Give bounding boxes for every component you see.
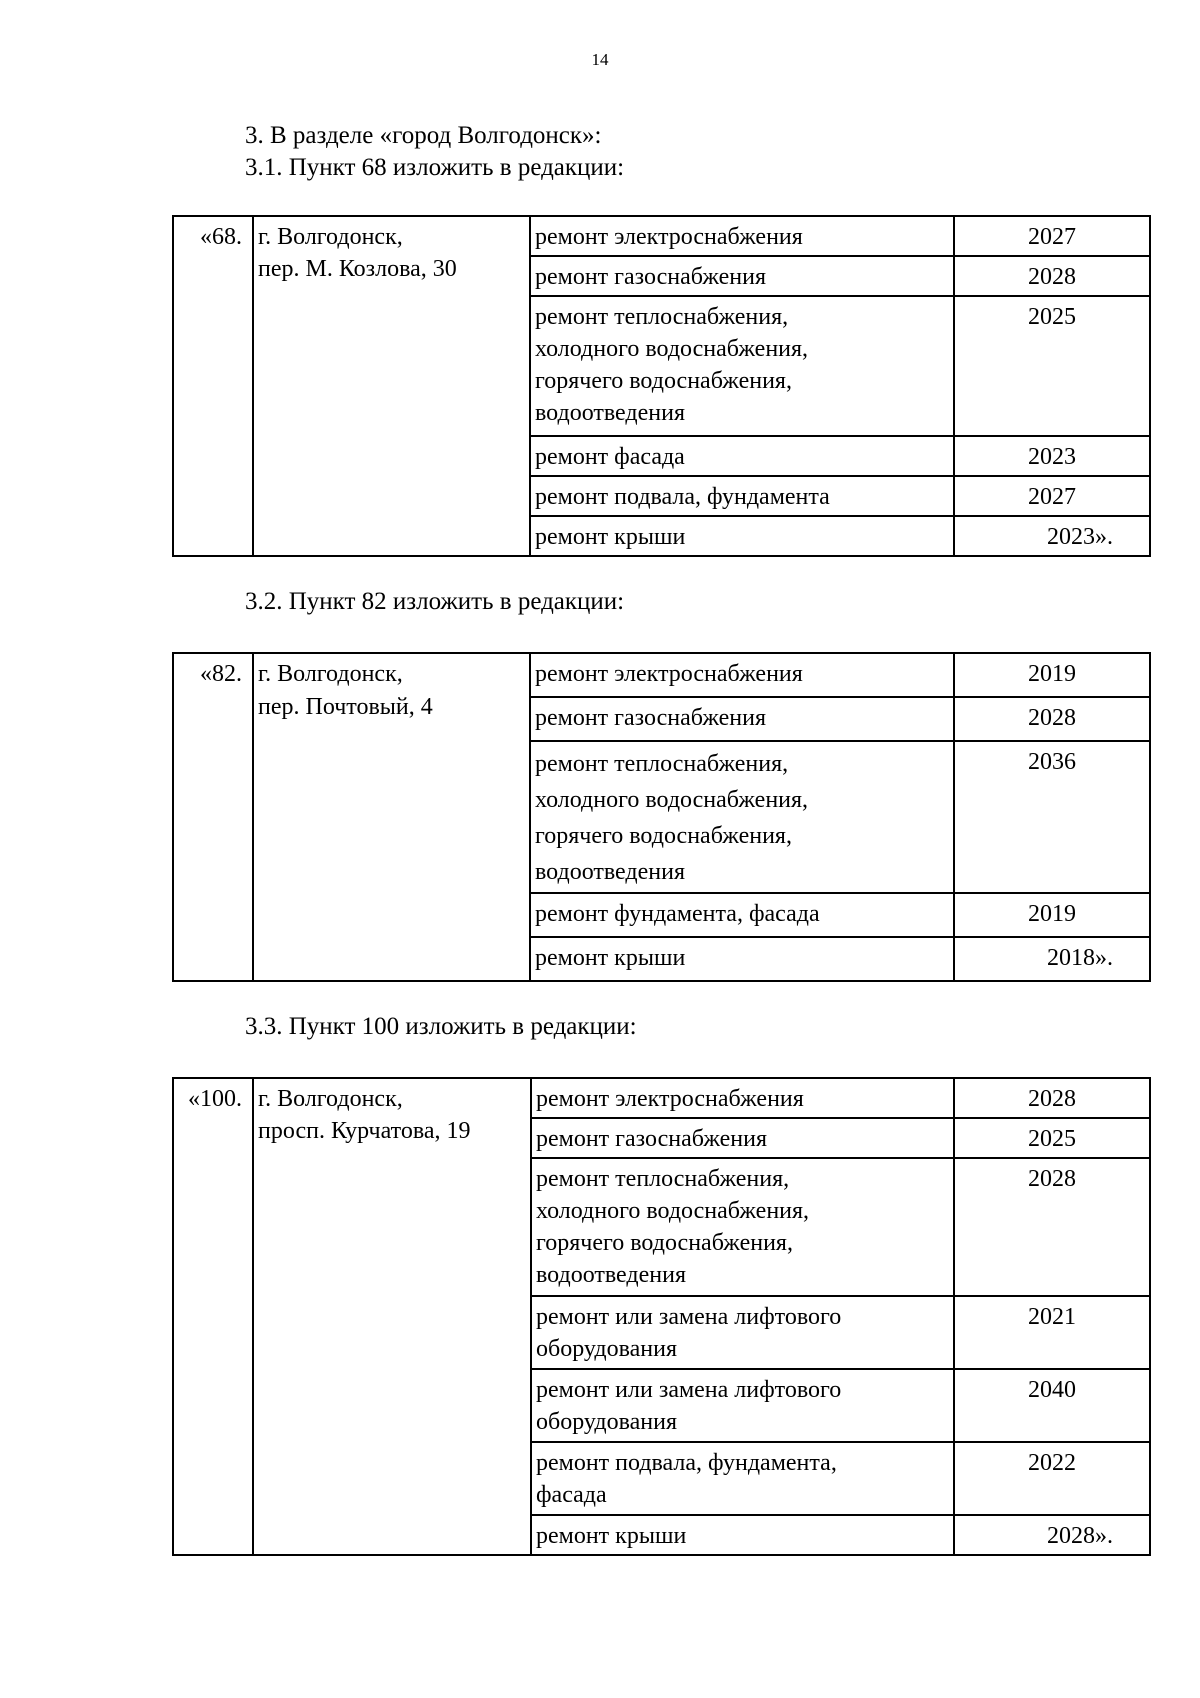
year-cell: 2040 (954, 1369, 1150, 1442)
year-cell: 2027 (954, 476, 1150, 516)
item-address: г. Волгодонск, пер. Почтовый, 4 (253, 653, 530, 981)
work-cell: ремонт подвала, фундамента, фасада (531, 1442, 954, 1515)
year-cell: 2021 (954, 1296, 1150, 1369)
item-number: «82. (173, 653, 253, 981)
work-cell: ремонт газоснабжения (531, 1118, 954, 1158)
work-cell: ремонт теплоснабжения, холодного водоснабжения, горячего водоснабжения, водоотведения (530, 741, 954, 893)
year-cell: 2018». (954, 937, 1150, 981)
year-cell: 2028 (954, 256, 1150, 296)
page-number: 14 (591, 50, 609, 69)
year-cell: 2019 (954, 893, 1150, 937)
paragraph-3-2: 3.2. Пункт 82 изложить в редакции: (245, 588, 625, 615)
paragraph-3-3: 3.3. Пункт 100 изложить в редакции: (245, 1013, 637, 1040)
work-cell: ремонт газоснабжения (530, 256, 954, 296)
work-cell: ремонт фасада (530, 436, 954, 476)
table-item-68 (172, 215, 1151, 557)
year-cell: 2036 (954, 741, 1150, 893)
work-cell: ремонт электроснабжения (530, 216, 954, 256)
year-cell: 2019 (954, 653, 1150, 697)
item-address: г. Волгодонск, просп. Курчатова, 19 (253, 1078, 531, 1555)
item-number: «68. (173, 216, 253, 556)
year-cell: 2023 (954, 436, 1150, 476)
year-cell: 2025 (954, 296, 1150, 436)
year-cell: 2027 (954, 216, 1150, 256)
paragraph-3-1: 3.1. Пункт 68 изложить в редакции: (245, 154, 625, 181)
work-cell: ремонт теплоснабжения, холодного водоснабжения, горячего водоснабжения, водоотведения (531, 1158, 954, 1296)
year-cell: 2028 (954, 697, 1150, 741)
table-item-100 (172, 1077, 1151, 1556)
table-item-82 (172, 652, 1151, 982)
work-cell: ремонт крыши (530, 937, 954, 981)
work-cell: ремонт электроснабжения (531, 1078, 954, 1118)
year-cell: 2023». (954, 516, 1150, 556)
item-address: г. Волгодонск, пер. М. Козлова, 30 (253, 216, 530, 556)
year-cell: 2028». (954, 1515, 1150, 1555)
work-cell: ремонт подвала, фундамента (530, 476, 954, 516)
work-cell: ремонт газоснабжения (530, 697, 954, 741)
year-cell: 2028 (954, 1158, 1150, 1296)
work-cell: ремонт или замена лифтового оборудования (531, 1296, 954, 1369)
work-cell: ремонт или замена лифтового оборудования (531, 1369, 954, 1442)
year-cell: 2025 (954, 1118, 1150, 1158)
work-cell: ремонт электроснабжения (530, 653, 954, 697)
work-cell: ремонт крыши (531, 1515, 954, 1555)
work-cell: ремонт крыши (530, 516, 954, 556)
work-cell: ремонт фундамента, фасада (530, 893, 954, 937)
work-cell: ремонт теплоснабжения, холодного водоснабжения, горячего водоснабжения, водоотведения (530, 296, 954, 436)
year-cell: 2022 (954, 1442, 1150, 1515)
item-number: «100. (173, 1078, 253, 1555)
year-cell: 2028 (954, 1078, 1150, 1118)
section-heading: 3. В разделе «город Волгодонск»: (245, 122, 602, 149)
